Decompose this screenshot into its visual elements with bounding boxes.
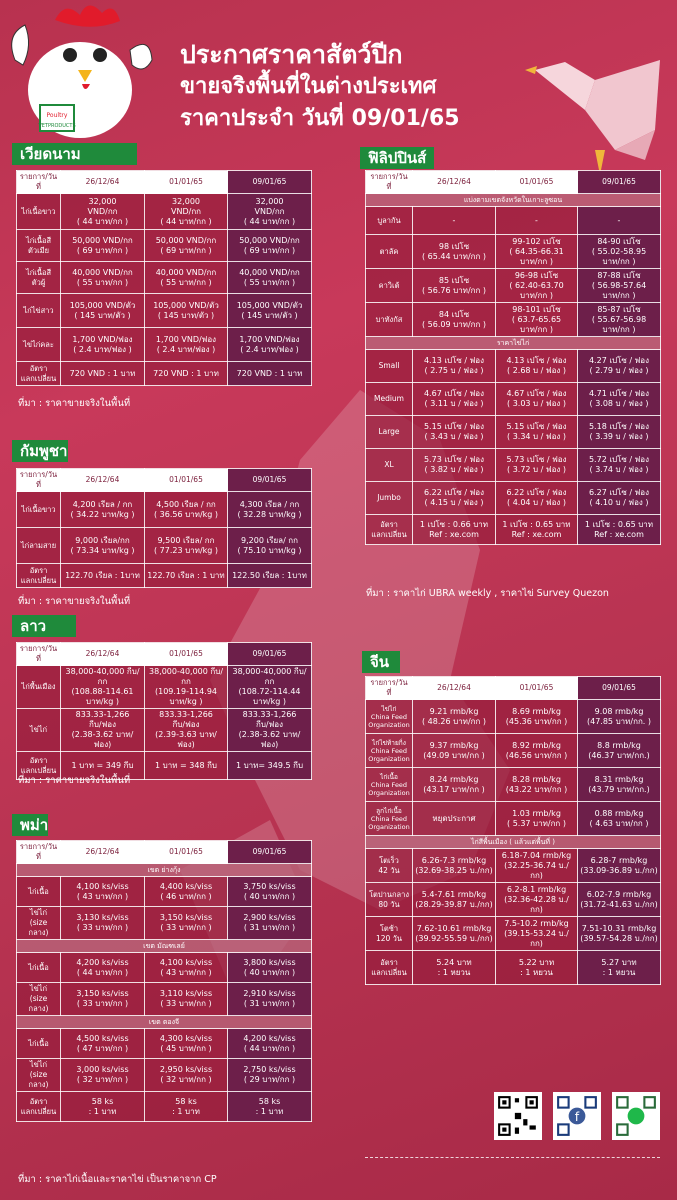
price-cell: 4.13 เปโซ / ฟอง ( 2.75 บ / ฟอง ) bbox=[413, 350, 496, 383]
table-row bbox=[17, 230, 312, 262]
table-row bbox=[366, 917, 661, 951]
price-cell-current: 58 ks : 1 บาท bbox=[228, 1092, 312, 1122]
table-row bbox=[366, 700, 661, 734]
price-cell: 50,000 VND/กก ( 69 บาท/กก ) bbox=[145, 230, 228, 262]
price-cell: 32,000 VND/กก ( 44 บาท/กก ) bbox=[61, 194, 145, 230]
vietnam-source: ที่มา : ราคาขายจริงในพื้นที่ bbox=[18, 398, 131, 409]
price-cell-current: 1 เปโซ : 0.65 บาท Ref : xe.com bbox=[578, 515, 661, 545]
philippines-price-table bbox=[365, 170, 661, 545]
price-cell: 4,300 ks/viss ( 45 บาท/กก ) bbox=[145, 1029, 228, 1059]
price-cell: 6.22 เปโซ / ฟอง ( 4.15 บ / ฟอง ) bbox=[413, 482, 496, 515]
row-label: ไก่เนื้อ bbox=[17, 877, 61, 907]
section-label-vietnam: เวียดนาม bbox=[12, 143, 137, 165]
price-cell: 1.03 rmb/kg ( 5.37 บาท/กก ) bbox=[496, 802, 578, 836]
price-cell: 38,000-40,000 กีบ/กก (108.88-114.61 บาท/kg ) bbox=[61, 666, 145, 709]
price-cell: 4,100 ks/viss ( 43 บาท/กก ) bbox=[145, 953, 228, 983]
table-row bbox=[17, 528, 312, 564]
row-label: โตปานกลาง 80 วัน bbox=[366, 883, 413, 917]
price-cell-current: 85-87 เปโซ ( 55.67-56.98 บาท/กก ) bbox=[578, 303, 661, 337]
table-row bbox=[366, 515, 661, 545]
header-cell: 01/01/65 bbox=[145, 643, 228, 666]
table-row bbox=[17, 262, 312, 294]
origami-chicken-illustration bbox=[525, 40, 675, 180]
price-cell: 50,000 VND/กก ( 69 บาท/กก ) bbox=[61, 230, 145, 262]
row-label: Small bbox=[366, 350, 413, 383]
region-label: แบ่งตามเขตจังหวัดในเกาะลูซอน bbox=[366, 194, 661, 207]
price-cell: 58 ks : 1 บาท bbox=[145, 1092, 228, 1122]
header-cell: 26/12/64 bbox=[413, 171, 496, 194]
table-row bbox=[366, 416, 661, 449]
price-cell: - bbox=[413, 207, 496, 235]
price-cell: 3,150 ks/viss ( 33 บาท/กก ) bbox=[145, 907, 228, 940]
header-cell: 01/01/65 bbox=[145, 171, 228, 194]
section-label-laos: ลาว bbox=[12, 615, 76, 637]
price-cell: 9.21 rmb/kg ( 48.26 บาท/กก ) bbox=[413, 700, 496, 734]
price-cell-current: 3,800 ks/viss ( 40 บาท/กก ) bbox=[228, 953, 312, 983]
price-cell: 3,130 ks/viss ( 33 บาท/กก ) bbox=[61, 907, 145, 940]
cambodia-source: ที่มา : ราคาขายจริงในพื้นที่ bbox=[18, 596, 131, 607]
table-row bbox=[17, 492, 312, 528]
price-cell-current: - bbox=[578, 207, 661, 235]
header-cell: 26/12/64 bbox=[61, 171, 145, 194]
header-cell-current: 09/01/65 bbox=[228, 643, 312, 666]
price-cell: 5.73 เปโซ / ฟอง ( 3.82 บ / ฟอง ) bbox=[413, 449, 496, 482]
price-cell-current: 38,000-40,000 กีบ/กก (108.72-114.44 บาท/kg ) bbox=[228, 666, 312, 709]
header-cell: 26/12/64 bbox=[61, 643, 145, 666]
table-row bbox=[17, 666, 312, 709]
price-cell: 4.67 เปโซ / ฟอง ( 3.03 บ / ฟอง ) bbox=[496, 383, 578, 416]
price-cell: 84 เปโซ ( 56.09 บาท/กก ) bbox=[413, 303, 496, 337]
table-row bbox=[366, 383, 661, 416]
price-cell-current: 9.08 rmb/kg (47.85 บาท/กก. ) bbox=[578, 700, 661, 734]
header-cell: 01/01/65 bbox=[496, 171, 578, 194]
price-cell-current: 1 บาท= 349.5 กีบ bbox=[228, 752, 312, 780]
row-label: อัตรา แลกเปลี่ยน bbox=[366, 951, 413, 985]
table-row bbox=[17, 1059, 312, 1092]
table-row bbox=[17, 294, 312, 328]
price-cell: 9,000 เรียล/กก ( 73.34 บาท/kg ) bbox=[61, 528, 145, 564]
row-label: XL bbox=[366, 449, 413, 482]
price-cell: 8.28 rmb/kg (43.22 บาท/กก ) bbox=[496, 768, 578, 802]
row-label: โตช้า 120 วัน bbox=[366, 917, 413, 951]
cambodia-price-table bbox=[16, 468, 312, 588]
table-row bbox=[366, 207, 661, 235]
table-row bbox=[17, 194, 312, 230]
table-row bbox=[17, 564, 312, 588]
price-cell: 98 เปโซ ( 65.44 บาท/กก ) bbox=[413, 235, 496, 269]
price-cell-current: 122.50 เรียล : 1บาท bbox=[228, 564, 312, 588]
row-label: อัตรา แลกเปลี่ยน bbox=[17, 564, 61, 588]
qr-code-icon bbox=[496, 1094, 540, 1138]
price-cell: 1,700 VND/ฟอง ( 2.4 บาท/ฟอง ) bbox=[61, 328, 145, 362]
price-cell: 7.5-10.2 rmb/kg (39.15-53.24 บ./กก) bbox=[496, 917, 578, 951]
price-cell: 4,400 ks/viss ( 46 บาท/กก ) bbox=[145, 877, 228, 907]
price-cell: 5.15 เปโซ / ฟอง ( 3.34 บ / ฟอง ) bbox=[496, 416, 578, 449]
section-label-myanmar: พม่า bbox=[12, 814, 48, 836]
price-cell: 3,000 ks/viss ( 32 บาท/กก ) bbox=[61, 1059, 145, 1092]
table-row bbox=[366, 350, 661, 383]
row-label: ไก่พื้นเมือง bbox=[17, 666, 61, 709]
row-label: บาทังกัส bbox=[366, 303, 413, 337]
price-cell-current: 105,000 VND/ตัว ( 145 บาท/ตัว ) bbox=[228, 294, 312, 328]
row-label: ไก่เนื้อ China Feed Organization bbox=[366, 768, 413, 802]
price-cell-current: 833.33-1,266 กีบ/ฟอง (2.38-3.62 บาท/ฟอง) bbox=[228, 709, 312, 752]
price-cell: 2,950 ks/viss ( 32 บาท/กก ) bbox=[145, 1059, 228, 1092]
row-label: ไก่เนื้อ bbox=[17, 953, 61, 983]
row-label: ไก่เนื้อขาว bbox=[17, 194, 61, 230]
header-cell-current: 09/01/65 bbox=[228, 469, 312, 492]
row-label: อัตรา แลกเปลี่ยน bbox=[366, 515, 413, 545]
price-cell: 7.62-10.61 rmb/kg (39.92-55.59 บ./กก) bbox=[413, 917, 496, 951]
header-cell: รายการ/วันที่ bbox=[17, 643, 61, 666]
facebook-icon bbox=[555, 1094, 599, 1138]
philippines-source: ที่มา : ราคาไก่ UBRA weekly , ราคาไข่ Survey Quezon bbox=[366, 588, 609, 599]
price-cell: 8.92 rmb/kg (46.56 บาท/กก ) bbox=[496, 734, 578, 768]
section-row bbox=[17, 940, 312, 953]
price-cell: 105,000 VND/ตัว ( 145 บาท/ตัว ) bbox=[61, 294, 145, 328]
price-cell: 6.18-7.04 rmb/kg (32.25-36.74 บ./กก) bbox=[496, 849, 578, 883]
table-row bbox=[17, 877, 312, 907]
laos-source: ที่มา : ราคาขายจริงในพื้นที่ bbox=[18, 775, 131, 786]
header-cell: 26/12/64 bbox=[413, 677, 496, 700]
price-cell: 8.69 rmb/kg (45.36 บาท/กก ) bbox=[496, 700, 578, 734]
price-cell: 32,000 VND/กก ( 44 บาท/กก ) bbox=[145, 194, 228, 230]
price-cell: - bbox=[496, 207, 578, 235]
header-cell: รายการ/วันที่ bbox=[17, 171, 61, 194]
header-cell-current: 09/01/65 bbox=[228, 171, 312, 194]
line-qr-code[interactable] bbox=[612, 1092, 660, 1140]
price-cell: 5.73 เปโซ / ฟอง ( 3.72 บ / ฟอง ) bbox=[496, 449, 578, 482]
price-cell: 105,000 VND/ตัว ( 145 บาท/ตัว ) bbox=[145, 294, 228, 328]
row-label: ไก่ไข่ท้ายกิ่ง China Feed Organization bbox=[366, 734, 413, 768]
qr-code[interactable] bbox=[494, 1092, 542, 1140]
svg-text:f: f bbox=[574, 1109, 580, 1125]
title-date: 09/01/65 bbox=[351, 106, 460, 131]
price-cell-current: 84-90 เปโซ ( 55.02-58.95 บาท/กก ) bbox=[578, 235, 661, 269]
myanmar-source: ที่มา : ราคาไก่เนื้อและราคาไข่ เป็นราคาจาก CP bbox=[18, 1174, 217, 1185]
row-label: อัตรา แลกเปลี่ยน bbox=[17, 362, 61, 386]
laos-price-table bbox=[16, 642, 312, 780]
price-cell-current: 2,750 ks/viss ( 29 บาท/กก ) bbox=[228, 1059, 312, 1092]
header-cell-current: 09/01/65 bbox=[578, 171, 661, 194]
region-label: เขต ตองจี bbox=[17, 1016, 312, 1029]
price-cell-current: 4,200 ks/viss ( 44 บาท/กก ) bbox=[228, 1029, 312, 1059]
price-cell: 720 VND : 1 บาท bbox=[61, 362, 145, 386]
price-cell: 38,000-40,000 กีบ/กก (109.19-114.94 บาท/kg ) bbox=[145, 666, 228, 709]
price-cell-current: 5.72 เปโซ / ฟอง ( 3.74 บ / ฟอง ) bbox=[578, 449, 661, 482]
price-cell: 40,000 VND/กก ( 55 บาท/กก ) bbox=[61, 262, 145, 294]
header-cell: 01/01/65 bbox=[145, 469, 228, 492]
price-cell-current: 1,700 VND/ฟอง ( 2.4 บาท/ฟอง ) bbox=[228, 328, 312, 362]
price-cell: 5.4-7.61 rmb/kg (28.29-39.87 บ./กก) bbox=[413, 883, 496, 917]
price-cell: 1,700 VND/ฟอง ( 2.4 บาท/ฟอง ) bbox=[145, 328, 228, 362]
table-row bbox=[366, 734, 661, 768]
row-label: ไข่ไก่คละ bbox=[17, 328, 61, 362]
row-label: ไก่เนื้อสี ตัวเมีย bbox=[17, 230, 61, 262]
table-header-row bbox=[17, 171, 312, 194]
row-label: ไก่เนื้อขาว bbox=[17, 492, 61, 528]
price-cell-current: 50,000 VND/กก ( 69 บาท/กก ) bbox=[228, 230, 312, 262]
vietnam-price-table bbox=[16, 170, 312, 386]
row-label: ไข่ไก่ (size กลาง) bbox=[17, 1059, 61, 1092]
header-cell: รายการ/วันที่ bbox=[366, 677, 413, 700]
title-line-2: ขายจริงพื้นที่ในต่างประเทศ bbox=[180, 74, 437, 99]
price-cell: 8.24 rmb/kg (43.17 บาท/กก ) bbox=[413, 768, 496, 802]
price-cell: 122.70 เรียล : 1 บาท bbox=[145, 564, 228, 588]
row-label: ลูกไก่เนื้อ China Feed Organization bbox=[366, 802, 413, 836]
region-label: เขต ย่างกุ้ง bbox=[17, 864, 312, 877]
price-cell: 833.33-1,266 กีบ/ฟอง (2.38-3.62 บาท/ฟอง) bbox=[61, 709, 145, 752]
price-cell-current: 6.28-7 rmb/kg (33.09-36.89 บ./กก) bbox=[578, 849, 661, 883]
price-cell: 833.33-1,266 กีบ/ฟอง (2.39-3.63 บาท/ฟอง) bbox=[145, 709, 228, 752]
row-label: อัตรา แลกเปลี่ยน bbox=[17, 752, 61, 780]
header-cell: รายการ/วันที่ bbox=[366, 171, 413, 194]
table-row bbox=[17, 953, 312, 983]
price-cell-current: 9,200 เรียล/ กก ( 75.10 บาท/kg ) bbox=[228, 528, 312, 564]
row-label: ไข่ไก่ China Feed Organization bbox=[366, 700, 413, 734]
row-label: โตเร็ว 42 วัน bbox=[366, 849, 413, 883]
region-label: ไก่สีพื้นเมือง ( แล้วแต่พื้นที่ ) bbox=[366, 836, 661, 849]
price-cell: 9,500 เรียล/ กก ( 77.23 บาท/kg ) bbox=[145, 528, 228, 564]
table-row bbox=[17, 709, 312, 752]
region-label: ราคาไข่ไก่ bbox=[366, 337, 661, 350]
row-label: ไข่ไก่ (size กลาง) bbox=[17, 907, 61, 940]
header-cell: รายการ/วันที่ bbox=[17, 841, 61, 864]
header-cell: 01/01/65 bbox=[496, 677, 578, 700]
price-cell-current: 8.8 rmb/kg (46.37 บาท/กก.) bbox=[578, 734, 661, 768]
header-cell: 26/12/64 bbox=[61, 841, 145, 864]
section-label-cambodia: กัมพูชา bbox=[12, 440, 68, 462]
table-header-row bbox=[17, 643, 312, 666]
row-label: Large bbox=[366, 416, 413, 449]
table-header-row bbox=[366, 171, 661, 194]
price-cell-current: 5.27 บาท : 1 หยวน bbox=[578, 951, 661, 985]
section-row bbox=[366, 337, 661, 350]
price-cell: 85 เปโซ ( 56.76 บาท/กก ) bbox=[413, 269, 496, 303]
price-cell: 3,150 ks/viss ( 33 บาท/กก ) bbox=[61, 983, 145, 1016]
table-header-row bbox=[17, 469, 312, 492]
price-cell: 3,110 ks/viss ( 33 บาท/กก ) bbox=[145, 983, 228, 1016]
price-cell: 4.13 เปโซ / ฟอง ( 2.68 บ / ฟอง ) bbox=[496, 350, 578, 383]
price-cell: 1 เปโซ : 0.66 บาท Ref : xe.com bbox=[413, 515, 496, 545]
table-row bbox=[366, 802, 661, 836]
row-label: ไก่ไข่สาว bbox=[17, 294, 61, 328]
table-row bbox=[366, 768, 661, 802]
price-cell: 98-101 เปโซ ( 63.7-65.65 บาท/กก ) bbox=[496, 303, 578, 337]
price-cell: 5.22 บาท : 1 หยวน bbox=[496, 951, 578, 985]
row-label: อัตรา แลกเปลี่ยน bbox=[17, 1092, 61, 1122]
row-label: ไก่ลามสาย bbox=[17, 528, 61, 564]
table-row bbox=[366, 482, 661, 515]
page-title bbox=[180, 38, 510, 135]
title-line-3 bbox=[180, 102, 510, 135]
price-cell: 40,000 VND/กก ( 55 บาท/กก ) bbox=[145, 262, 228, 294]
table-row bbox=[17, 983, 312, 1016]
table-row bbox=[366, 951, 661, 985]
price-cell: 5.15 เปโซ / ฟอง ( 3.43 บ / ฟอง ) bbox=[413, 416, 496, 449]
section-row bbox=[17, 864, 312, 877]
header-cell-current: 09/01/65 bbox=[228, 841, 312, 864]
price-cell-current: 7.51-10.31 rmb/kg (39.57-54.28 บ./กก) bbox=[578, 917, 661, 951]
price-cell-current: 4.27 เปโซ / ฟอง ( 2.79 บ / ฟอง ) bbox=[578, 350, 661, 383]
price-cell-current: 2,910 ks/viss ( 31 บาท/กก ) bbox=[228, 983, 312, 1016]
price-cell: 4,200 เรียล / กก ( 34.22 บาท/kg ) bbox=[61, 492, 145, 528]
price-cell-current: 4,300 เรียล / กก ( 32.28 บาท/kg ) bbox=[228, 492, 312, 528]
price-cell: 1 บาท = 348 กีบ bbox=[145, 752, 228, 780]
logo-vetproducts-text: VETPRODUCTS bbox=[38, 123, 76, 129]
table-row bbox=[366, 269, 661, 303]
price-cell-current: 6.02-7.9 rmb/kg (31.72-41.63 บ./กก) bbox=[578, 883, 661, 917]
price-cell: หยุดประกาศ bbox=[413, 802, 496, 836]
row-label: ตาลัค bbox=[366, 235, 413, 269]
row-label: ไก่เนื้อ bbox=[17, 1029, 61, 1059]
facebook-qr-code[interactable] bbox=[553, 1092, 601, 1140]
header-cell-current: 09/01/65 bbox=[578, 677, 661, 700]
table-row bbox=[366, 449, 661, 482]
price-cell: 5.24 บาท : 1 หยวน bbox=[413, 951, 496, 985]
header-cell: 01/01/65 bbox=[145, 841, 228, 864]
price-cell: 4,500 ks/viss ( 47 บาท/กก ) bbox=[61, 1029, 145, 1059]
price-cell-current: 4.71 เปโซ / ฟอง ( 3.08 บ / ฟอง ) bbox=[578, 383, 661, 416]
table-row bbox=[17, 1092, 312, 1122]
header-cell: รายการ/วันที่ bbox=[17, 469, 61, 492]
table-row bbox=[366, 883, 661, 917]
price-cell-current: 32,000 VND/กก ( 44 บาท/กก ) bbox=[228, 194, 312, 230]
price-cell-current: 5.18 เปโซ / ฟอง ( 3.39 บ / ฟอง ) bbox=[578, 416, 661, 449]
chicken-mascot-logo bbox=[0, 0, 160, 150]
price-cell: 58 ks : 1 บาท bbox=[61, 1092, 145, 1122]
price-cell: 720 VND : 1 บาท bbox=[145, 362, 228, 386]
price-cell-current: 6.27 เปโซ / ฟอง ( 4.10 บ / ฟอง ) bbox=[578, 482, 661, 515]
section-label-philippines: ฟิลิปปินส์ bbox=[360, 147, 434, 169]
section-row bbox=[17, 1016, 312, 1029]
row-label: ไข่ไก่ bbox=[17, 709, 61, 752]
price-cell: 4,500 เรียล / กก ( 36.56 บาท/kg ) bbox=[145, 492, 228, 528]
table-header-row bbox=[17, 841, 312, 864]
price-cell: 4,200 ks/viss ( 44 บาท/กก ) bbox=[61, 953, 145, 983]
price-cell-current: 87-88 เปโซ ( 56.98-57.64 บาท/กก ) bbox=[578, 269, 661, 303]
table-row bbox=[17, 362, 312, 386]
footer-divider bbox=[365, 1157, 660, 1158]
title-date-prefix: ราคาประจำ วันที่ bbox=[180, 106, 344, 131]
header-cell: 26/12/64 bbox=[61, 469, 145, 492]
china-price-table bbox=[365, 676, 661, 985]
section-row bbox=[366, 836, 661, 849]
price-cell: 4,100 ks/viss ( 43 บาท/กก ) bbox=[61, 877, 145, 907]
row-label: คาวิเต้ bbox=[366, 269, 413, 303]
table-row bbox=[17, 328, 312, 362]
row-label: Medium bbox=[366, 383, 413, 416]
table-row bbox=[366, 303, 661, 337]
row-label: ไข่ไก่ (size กลาง) bbox=[17, 983, 61, 1016]
price-cell: 6.22 เปโซ / ฟอง ( 4.04 บ / ฟอง ) bbox=[496, 482, 578, 515]
row-label: บูลากัน bbox=[366, 207, 413, 235]
price-cell: 1 เปโซ : 0.65 บาท Ref : xe.com bbox=[496, 515, 578, 545]
price-cell-current: 0.88 rmb/kg ( 4.63 บาท/กก ) bbox=[578, 802, 661, 836]
table-row bbox=[366, 849, 661, 883]
price-cell-current: 2,900 ks/viss ( 31 บาท/กก ) bbox=[228, 907, 312, 940]
price-cell: 1 บาท = 349 กีบ bbox=[61, 752, 145, 780]
price-cell: 9.37 rmb/kg (49.09 บาท/กก ) bbox=[413, 734, 496, 768]
line-icon bbox=[614, 1094, 658, 1138]
price-cell: 4.67 เปโซ / ฟอง ( 3.11 บ / ฟอง ) bbox=[413, 383, 496, 416]
title-line-1: ประกาศราคาสัตว์ปีก bbox=[180, 40, 403, 69]
price-cell-current: 8.31 rmb/kg (43.79 บาท/กก.) bbox=[578, 768, 661, 802]
table-row bbox=[366, 235, 661, 269]
price-cell-current: 40,000 VND/กก ( 55 บาท/กก ) bbox=[228, 262, 312, 294]
price-cell: 99-102 เปโซ ( 64.35-66.31 บาท/กก ) bbox=[496, 235, 578, 269]
table-row bbox=[17, 1029, 312, 1059]
price-cell: 6.2-8.1 rmb/kg (32.36-42.28 บ./กก) bbox=[496, 883, 578, 917]
price-cell: 6.26-7.3 rmb/kg (32.69-38.25 บ./กก) bbox=[413, 849, 496, 883]
logo-poultry-text: Poultry bbox=[46, 112, 68, 119]
myanmar-price-table bbox=[16, 840, 312, 1122]
row-label: ไก่เนื้อสี ตัวผู้ bbox=[17, 262, 61, 294]
price-cell: 122.70 เรียล : 1บาท bbox=[61, 564, 145, 588]
price-cell-current: 720 VND : 1 บาท bbox=[228, 362, 312, 386]
table-row bbox=[17, 907, 312, 940]
price-cell: 96-98 เปโซ ( 62.40-63.70 บาท/กก ) bbox=[496, 269, 578, 303]
region-label: เขต มัณฑเลย์ bbox=[17, 940, 312, 953]
row-label: Jumbo bbox=[366, 482, 413, 515]
table-header-row bbox=[366, 677, 661, 700]
section-row bbox=[366, 194, 661, 207]
price-cell-current: 3,750 ks/viss ( 40 บาท/กก ) bbox=[228, 877, 312, 907]
section-label-china: จีน bbox=[362, 651, 400, 673]
